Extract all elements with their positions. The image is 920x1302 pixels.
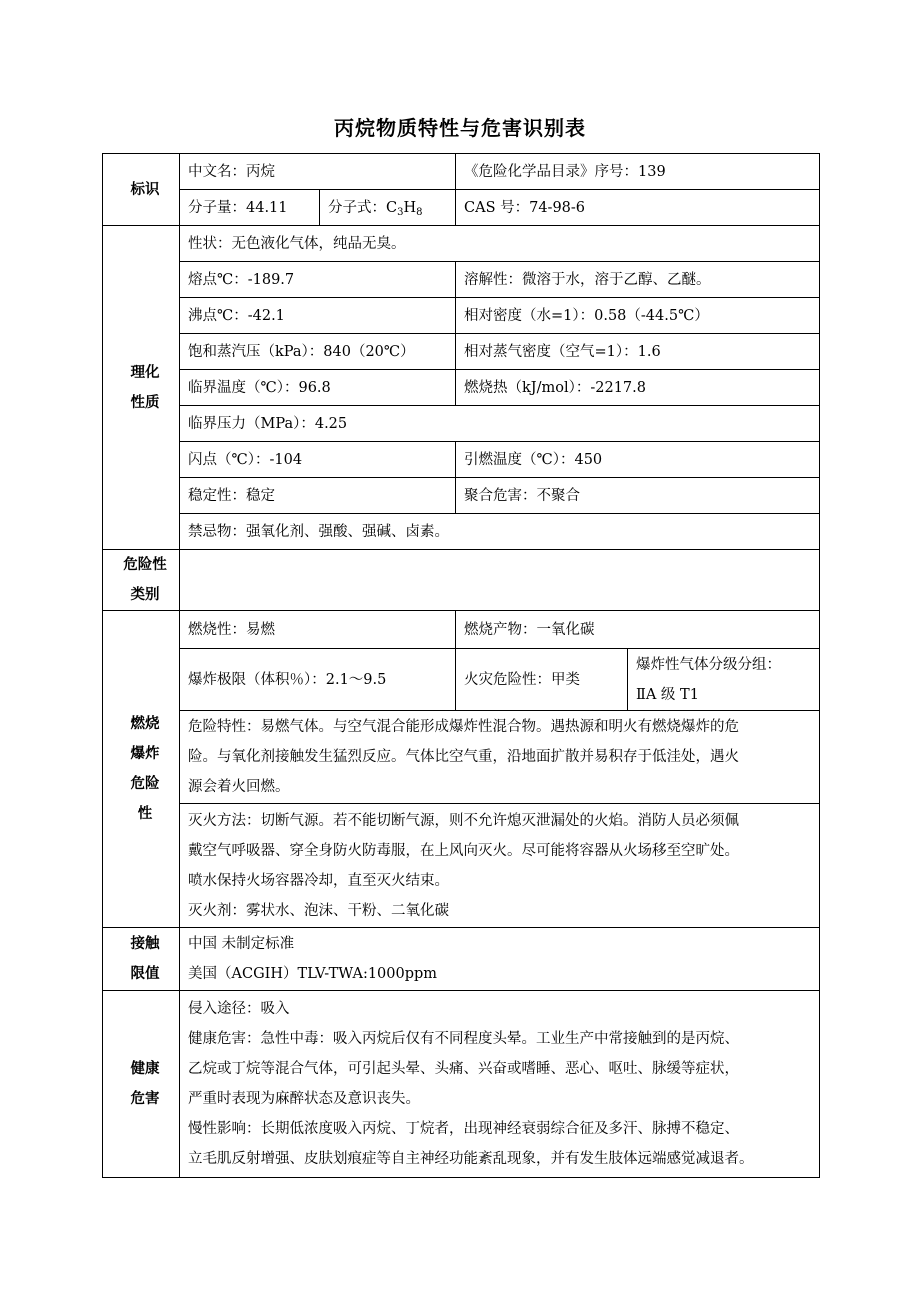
cas-cell: CAS 号：74-98-6 [456, 190, 820, 226]
cn-name-cell: 中文名：丙烷 [180, 154, 456, 190]
ext-line1: 灭火方法：切断气源。若不能切断气源，则不允许熄灭泄漏处的火焰。消防人员必须佩 [188, 812, 739, 829]
health-section-label [103, 991, 180, 1178]
health-cell [180, 991, 820, 1178]
critical-temp-cell: 临界温度（℃）：96.8 [180, 370, 456, 406]
formula-cell [320, 190, 456, 226]
fire-label-line1: 燃烧 [130, 716, 160, 732]
exposure-cell [180, 928, 820, 991]
health-line3: 严重时表现为麻醉状态及意识丧失。 [188, 1091, 420, 1107]
hazard-class-label [103, 550, 180, 611]
formula-c-sub: 3 [397, 206, 404, 218]
health-route: 侵入途径：吸入 [188, 1001, 290, 1017]
ext-line2: 戴空气呼吸器、穿全身防火防毒服，在上风向灭火。尽可能将容器从火场移至空旷处。 [188, 842, 739, 859]
fire-label-line3: 危险 [130, 776, 160, 792]
formula-h: H [403, 199, 417, 216]
ext-agent: 灭火剂：雾状水、泡沫、干粉、二氧化碳 [188, 902, 449, 919]
hazard-class-value [180, 550, 820, 611]
exposure-label-line2: 限值 [130, 966, 160, 982]
physchem-label-line1: 理化 [130, 364, 160, 381]
hazard-class-label-line1: 危险性 [123, 557, 167, 573]
hazard-characteristics-cell [180, 711, 820, 804]
physchem-section-label [103, 226, 180, 550]
polymerization-cell: 聚合危害：不聚合 [456, 478, 820, 514]
hazard-line2: 险。与氧化剂接触发生猛烈反应。气体比空气重，沿地面扩散并易积存于低洼处，遇火 [188, 749, 739, 765]
fire-risk-cell: 火灾危险性：甲类 [456, 649, 628, 711]
flammability-cell: 燃烧性：易燃 [180, 611, 456, 649]
fire-label-line2: 爆炸 [130, 746, 160, 762]
catalog-no-cell: 《危险化学品目录》序号：139 [456, 154, 820, 190]
vapor-pressure-cell: 饱和蒸汽压（kPa）：840（20℃） [180, 334, 456, 370]
formula-prefix: 分子式：C [328, 199, 398, 216]
gas-group-line2: ⅡA 级 T1 [636, 686, 699, 703]
mol-weight-cell: 分子量：44.11 [180, 190, 320, 226]
hazard-line1: 危险特性：易燃气体。与空气混合能形成爆炸性混合物。遇热源和明火有燃烧爆炸的危 [188, 719, 739, 735]
ignition-temp-cell: 引燃温度（℃）：450 [456, 442, 820, 478]
incompatibles-cell: 禁忌物：强氧化剂、强酸、强碱、卤素。 [180, 514, 820, 550]
explosion-limits-cell: 爆炸极限（体积％）：2.1～9.5 [180, 649, 456, 711]
health-line5: 立毛肌反射增强、皮肤划痕症等自主神经功能紊乱现象，并有发生肢体远端感觉减退者。 [188, 1151, 754, 1167]
health-line4: 慢性影响：长期低浓度吸入丙烷、丁烷者，出现神经衰弱综合征及多汗、脉搏不稳定、 [188, 1121, 739, 1137]
boiling-point-cell: 沸点℃：-42.1 [180, 298, 456, 334]
stability-cell: 稳定性：稳定 [180, 478, 456, 514]
health-label-line2: 危害 [130, 1091, 160, 1107]
formula-h-sub: 8 [416, 206, 423, 218]
fire-section-label [103, 611, 180, 928]
id-section-label: 标识 [103, 154, 180, 226]
fire-label-line4: 性 [137, 806, 153, 822]
exposure-china: 中国 未制定标准 [188, 936, 295, 952]
hazard-line3: 源会着火回燃。 [188, 779, 290, 795]
rel-density-cell: 相对密度（水=1）：0.58（-44.5℃） [456, 298, 820, 334]
health-line1: 健康危害：急性中毒：吸入丙烷后仅有不同程度头晕。工业生产中常接触到的是丙烷、 [188, 1031, 739, 1047]
hazard-table [102, 153, 820, 1178]
exposure-label-line1: 接触 [130, 936, 160, 952]
rel-vapor-density-cell: 相对蒸气密度（空气=1）：1.6 [456, 334, 820, 370]
hazard-class-label-line2: 类别 [130, 587, 160, 603]
extinguishing-cell [180, 804, 820, 928]
critical-pressure-cell: 临界压力（MPa）：4.25 [180, 406, 820, 442]
appearance-cell: 性状：无色液化气体，纯品无臭。 [180, 226, 820, 262]
combustion-heat-cell: 燃烧热（kJ/mol）：-2217.8 [456, 370, 820, 406]
page-title: 丙烷物质特性与危害识别表 [334, 116, 586, 140]
gas-group-cell [628, 649, 820, 711]
flash-point-cell: 闪点（℃）：-104 [180, 442, 456, 478]
gas-group-line1: 爆炸性气体分级分组： [636, 656, 781, 673]
health-line2: 乙烷或丁烷等混合气体，可引起头晕、头痛、兴奋或嗜睡、恶心、呕吐、脉缓等症状， [188, 1061, 739, 1077]
physchem-label-line2: 性质 [130, 394, 160, 411]
health-label-line1: 健康 [130, 1061, 160, 1077]
melting-point-cell: 熔点℃：-189.7 [180, 262, 456, 298]
exposure-usa: 美国（ACGIH）TLV-TWA:1000ppm [188, 966, 438, 982]
ext-line3: 喷水保持火场容器冷却，直至灭火结束。 [188, 872, 449, 889]
exposure-section-label [103, 928, 180, 991]
solubility-cell: 溶解性：微溶于水，溶于乙醇、乙醚。 [456, 262, 820, 298]
combustion-products-cell: 燃烧产物：一氧化碳 [456, 611, 820, 649]
